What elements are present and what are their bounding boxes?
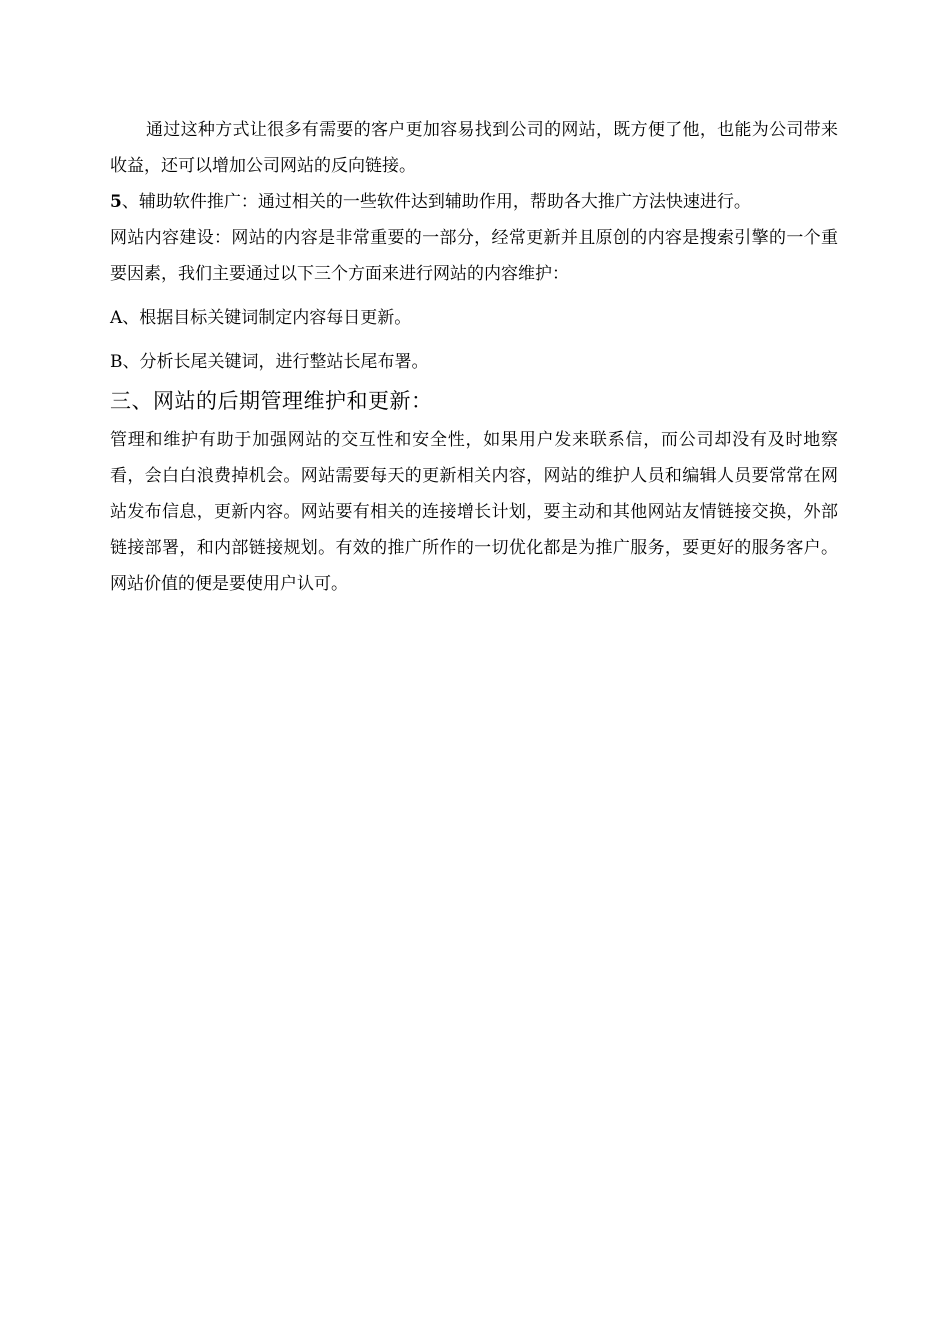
section-heading: 三、网站的后期管理维护和更新： xyxy=(110,389,433,413)
paragraph-intro: 通过这种方式让很多有需要的客户更加容易找到公司的网站，既方便了他，也能为公司带来收益，还可以增加公司网站的反向链接。 xyxy=(110,120,838,176)
item-number: 5 xyxy=(110,192,122,212)
document-body xyxy=(110,112,838,602)
paragraph-content-building: 网站内容建设：网站的内容是非常重要的一部分，经常更新并且原创的内容是搜索引擎的一个重要因素，我们主要通过以下三个方面来进行网站的内容维护： xyxy=(110,228,838,284)
paragraph-software-promotion xyxy=(110,184,838,220)
paragraph-maintenance: 管理和维护有助于加强网站的交互性和安全性，如果用户发来联系信，而公司却没有及时地察看，会白白浪费掉机会。网站需要每天的更新相关内容，网站的维护人员和编辑人员要常常在网站发布信息，更新内容。网站要有相关的连接增长计划，要主动和其他网站友情链接交换，外部链接部署，和内部链接规划。有效的推广所作的一切优化都是为推广服务，要更好的服务客户。网站价值的便是要使用户认可。 xyxy=(110,430,838,594)
item-text: 、辅助软件推广：通过相关的一些软件达到辅助作用，帮助各大推广方法快速进行。 xyxy=(121,192,751,212)
list-item-b: B、分析长尾关键词，进行整站长尾布署。 xyxy=(110,352,429,372)
list-item-a: A、根据目标关键词制定内容每日更新。 xyxy=(110,308,412,328)
